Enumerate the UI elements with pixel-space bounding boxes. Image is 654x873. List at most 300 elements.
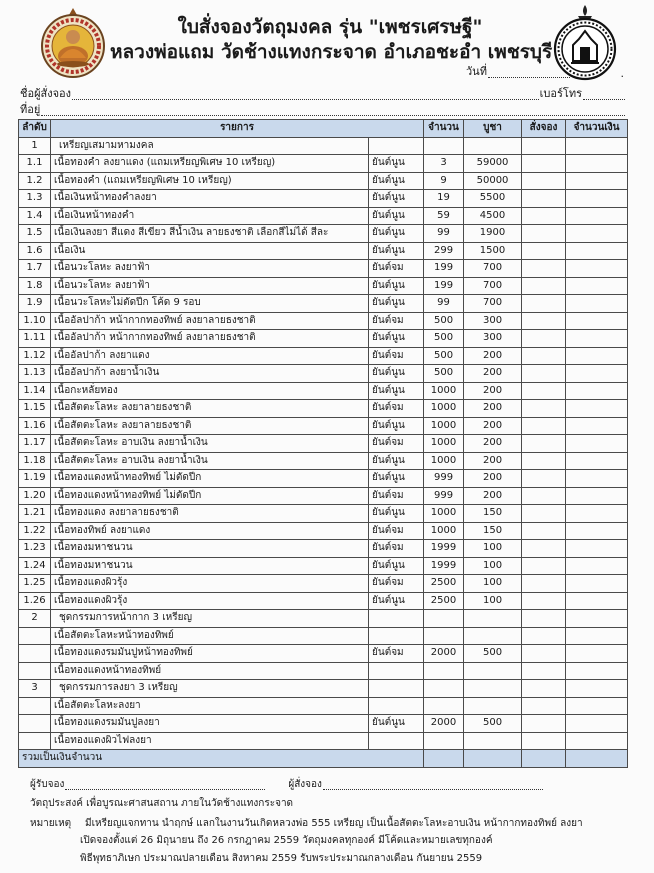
- cell-price: 200: [464, 487, 522, 505]
- cell-no: 1.12: [19, 347, 51, 365]
- cell-type: ยันต์นูน: [369, 452, 424, 470]
- cell-item-name: เนื้อทองทิพย์ ลงยาแดง: [51, 522, 369, 540]
- cell-order[interactable]: [522, 470, 566, 488]
- cell-no: 1.5: [19, 225, 51, 243]
- group-row: [19, 610, 628, 628]
- cell-no: [19, 715, 51, 733]
- cell-qty: [424, 610, 464, 628]
- table-header-row: [19, 120, 628, 138]
- cell-item-name: เนื้อทองมหาชนวน: [51, 557, 369, 575]
- table-row: [19, 190, 628, 208]
- cell-no: 1.19: [19, 470, 51, 488]
- cell-qty: 999: [424, 487, 464, 505]
- cell-type: ยันต์จม: [369, 575, 424, 593]
- cell-no: 1.25: [19, 575, 51, 593]
- cell-order[interactable]: [522, 487, 566, 505]
- cell-type: [369, 627, 424, 645]
- cell-amount[interactable]: [566, 365, 628, 383]
- cell-qty: 9: [424, 172, 464, 190]
- order-table: [18, 119, 628, 768]
- table-row: [19, 242, 628, 260]
- note-line-3: พิธีพุทธาภิเษก ประมาณปลายเดือน สิงหาคม 2559 รับพระประมาณกลางเดือน กันยายน 2559: [80, 853, 483, 864]
- cell-item-name: เนื้อสัตตะโลหะ อาบเงิน ลงยาน้ำเงิน: [51, 452, 369, 470]
- cell-qty: 500: [424, 330, 464, 348]
- cell-type: ยันต์จม: [369, 260, 424, 278]
- table-row: [19, 417, 628, 435]
- form-title: ใบสั่งจองวัตถุมงคล รุ่น "เพชรเศรษฐี": [177, 16, 483, 38]
- cell-no: [19, 697, 51, 715]
- cell-amount[interactable]: [566, 190, 628, 208]
- cell-amount[interactable]: [566, 627, 628, 645]
- cell-amount[interactable]: [566, 312, 628, 330]
- cell-type: ยันต์จม: [369, 312, 424, 330]
- cell-order[interactable]: [522, 627, 566, 645]
- temple-seal-logo: [38, 6, 108, 78]
- cell-amount[interactable]: [566, 277, 628, 295]
- cell-item-name: เนื้อทองแดงหน้าทองทิพย์: [51, 662, 369, 680]
- cell-price: [464, 732, 522, 750]
- cell-item-name: เนื้อนวะโลหะ ลงยาฟ้า: [51, 277, 369, 295]
- cell-amount[interactable]: [566, 172, 628, 190]
- cell-qty: 1999: [424, 557, 464, 575]
- cell-qty: 1000: [424, 522, 464, 540]
- cell-amount[interactable]: [566, 347, 628, 365]
- total-price-cell: [464, 750, 522, 768]
- cell-amount[interactable]: [566, 505, 628, 523]
- cell-price: [464, 697, 522, 715]
- date-line: [466, 62, 624, 80]
- cell-qty: [424, 680, 464, 698]
- table-row: [19, 715, 628, 733]
- cell-order[interactable]: [522, 592, 566, 610]
- cell-qty: 2000: [424, 715, 464, 733]
- cell-no: 1.23: [19, 540, 51, 558]
- cell-price: 700: [464, 260, 522, 278]
- group-row: [19, 137, 628, 155]
- cell-no: [19, 645, 51, 663]
- cell-amount[interactable]: [566, 557, 628, 575]
- cell-price: 200: [464, 435, 522, 453]
- cell-amount[interactable]: [566, 540, 628, 558]
- cell-no: 3: [19, 680, 51, 698]
- total-qty-cell: [424, 750, 464, 768]
- cell-no: 1.24: [19, 557, 51, 575]
- cell-order[interactable]: [522, 680, 566, 698]
- cell-amount[interactable]: [566, 417, 628, 435]
- cell-type: ยันต์จม: [369, 522, 424, 540]
- cell-qty: [424, 697, 464, 715]
- cell-qty: 1000: [424, 435, 464, 453]
- cell-no: 1.20: [19, 487, 51, 505]
- cell-item-name: เนื้อนวะโลหะ ลงยาฟ้า: [51, 260, 369, 278]
- cell-type: ยันต์จม: [369, 435, 424, 453]
- cell-order[interactable]: [522, 435, 566, 453]
- cell-price: 200: [464, 417, 522, 435]
- cell-type: ยันต์นูน: [369, 207, 424, 225]
- cell-amount[interactable]: [566, 330, 628, 348]
- cell-order[interactable]: [522, 155, 566, 173]
- table-row: [19, 522, 628, 540]
- cell-type: ยันต์จม: [369, 347, 424, 365]
- cell-item-name: เนื้อเงินลงยา สีแดง สีเขียว สีน้ำเงิน ลายธงชาติ เลือกสีไม่ได้ สีละ: [51, 225, 369, 243]
- cell-order[interactable]: [522, 540, 566, 558]
- cell-amount[interactable]: [566, 697, 628, 715]
- cell-amount[interactable]: [566, 155, 628, 173]
- column-header-no: ลำดับ: [19, 120, 51, 138]
- table-row: [19, 435, 628, 453]
- cell-order[interactable]: [522, 137, 566, 155]
- table-row: [19, 697, 628, 715]
- cell-amount[interactable]: [566, 522, 628, 540]
- cell-amount[interactable]: [566, 207, 628, 225]
- cell-amount[interactable]: [566, 295, 628, 313]
- cell-type: ยันต์นูน: [369, 470, 424, 488]
- table-row: [19, 312, 628, 330]
- cell-item-name: เนื้อทองคำ (แถมเหรียญพิเศษ 10 เหรียญ): [51, 172, 369, 190]
- cell-qty: 99: [424, 295, 464, 313]
- cell-type: ยันต์นูน: [369, 365, 424, 383]
- cell-item-name: เนื้อเงิน: [51, 242, 369, 260]
- cell-qty: 299: [424, 242, 464, 260]
- table-row: [19, 225, 628, 243]
- cell-type: [369, 680, 424, 698]
- table-row: [19, 382, 628, 400]
- cell-item-name: เนื้อเงินหน้าทองคำ: [51, 207, 369, 225]
- cell-amount[interactable]: [566, 242, 628, 260]
- cell-qty: 2000: [424, 645, 464, 663]
- cell-order[interactable]: [522, 400, 566, 418]
- cell-price: 150: [464, 522, 522, 540]
- table-row: [19, 295, 628, 313]
- cell-price: 200: [464, 452, 522, 470]
- signature-line: [30, 777, 590, 792]
- column-header-qty: จำนวน: [424, 120, 464, 138]
- cell-type: [369, 610, 424, 628]
- cell-item-name: เนื้อสัตตะโลหะ ลงยาลายธงชาติ: [51, 417, 369, 435]
- cell-qty: 3: [424, 155, 464, 173]
- cell-order[interactable]: [522, 242, 566, 260]
- cell-order[interactable]: [522, 732, 566, 750]
- customer-name-label: ชื่อผู้สั่งจอง: [20, 87, 72, 100]
- table-row: [19, 557, 628, 575]
- column-header-order: สั่งจอง: [522, 120, 566, 138]
- cell-type: ยันต์นูน: [369, 242, 424, 260]
- cell-qty: 500: [424, 347, 464, 365]
- note-label: หมายเหตุ: [30, 818, 72, 829]
- cell-price: 50000: [464, 172, 522, 190]
- cell-no: 1.10: [19, 312, 51, 330]
- table-row: [19, 470, 628, 488]
- address-field[interactable]: [41, 105, 625, 116]
- cell-qty: 1000: [424, 400, 464, 418]
- form-subtitle: หลวงพ่อแถม วัดช้างแทงกระจาด อำเภอชะอำ เพชรบุรี: [110, 41, 553, 63]
- cell-price: 200: [464, 365, 522, 383]
- cell-item-name: เนื้อสัตตะโลหะหน้าทองทิพย์: [51, 627, 369, 645]
- cell-no: 1.15: [19, 400, 51, 418]
- cell-order[interactable]: [522, 382, 566, 400]
- purpose-text: วัตถุประสงค์ เพื่อบูรณะศาสนสถาน ภายในวัดช้างแทงกระจาด: [30, 798, 294, 809]
- cell-type: [369, 732, 424, 750]
- cell-amount[interactable]: [566, 400, 628, 418]
- cell-item-name: เนื้อทองแดงหน้าทองทิพย์ ไม่ตัดปีก: [51, 487, 369, 505]
- cell-no: [19, 662, 51, 680]
- table-row: [19, 347, 628, 365]
- total-row: [19, 750, 628, 768]
- cell-no: 1.2: [19, 172, 51, 190]
- cell-order[interactable]: [522, 522, 566, 540]
- cell-item-name: เนื้ออัลปาก้า หน้ากากทองทิพย์ ลงยาลายธงชาติ: [51, 312, 369, 330]
- cell-no: 1.4: [19, 207, 51, 225]
- cell-no: 1.26: [19, 592, 51, 610]
- cell-item-name: เหรียญเสมามหามงคล: [51, 137, 369, 155]
- cell-type: [369, 697, 424, 715]
- cell-no: 1.22: [19, 522, 51, 540]
- table-row: [19, 365, 628, 383]
- cell-price: 700: [464, 277, 522, 295]
- cell-price: [464, 610, 522, 628]
- cell-item-name: เนื้อกะหลั่ยทอง: [51, 382, 369, 400]
- cell-order[interactable]: [522, 645, 566, 663]
- cell-amount[interactable]: [566, 435, 628, 453]
- cell-no: 1.11: [19, 330, 51, 348]
- cell-amount[interactable]: [566, 137, 628, 155]
- cell-type: ยันต์นูน: [369, 592, 424, 610]
- table-row: [19, 277, 628, 295]
- cell-qty: 999: [424, 470, 464, 488]
- cell-no: 1.14: [19, 382, 51, 400]
- cell-no: [19, 627, 51, 645]
- cell-item-name: เนื้อทองแดงผิวรุ้ง: [51, 592, 369, 610]
- cell-item-name: เนื้ออัลปาก้า ลงยาน้ำเงิน: [51, 365, 369, 383]
- cell-amount[interactable]: [566, 452, 628, 470]
- note-text-1: มีเหรียญแจกทาน นำฤกษ์ แลกในงานวันเกิดหลวงพ่อ 555 เหรียญ เป็นเนื้อสัตตะโลหะอาบเงิน หน้ากากทองทิพย์ ลงยา: [85, 818, 583, 829]
- cell-amount[interactable]: [566, 610, 628, 628]
- cell-item-name: เนื้อสัตตะโลหะ อาบเงิน ลงยาน้ำเงิน: [51, 435, 369, 453]
- phone-field[interactable]: [583, 89, 625, 100]
- cell-amount[interactable]: [566, 680, 628, 698]
- cell-item-name: เนื้ออัลปาก้า หน้ากากทองทิพย์ ลงยาลายธงชาติ: [51, 330, 369, 348]
- cell-price: [464, 627, 522, 645]
- cell-type: ยันต์นูน: [369, 505, 424, 523]
- cell-amount[interactable]: [566, 487, 628, 505]
- cell-order[interactable]: [522, 662, 566, 680]
- cell-no: 1.8: [19, 277, 51, 295]
- cell-order[interactable]: [522, 365, 566, 383]
- cell-qty: 19: [424, 190, 464, 208]
- note-line-2: เปิดจองตั้งแต่ 26 มิถุนายน ถึง 26 กรกฎาคม 2559 วัตถุมงคลทุกองค์ มีโค้ดและหมายเลขทุกองค์: [80, 835, 493, 846]
- table-row: [19, 260, 628, 278]
- cell-qty: [424, 732, 464, 750]
- cell-qty: [424, 662, 464, 680]
- cell-price: 300: [464, 312, 522, 330]
- cell-qty: 1999: [424, 540, 464, 558]
- cell-no: 1.13: [19, 365, 51, 383]
- cell-order[interactable]: [522, 312, 566, 330]
- cell-type: ยันต์นูน: [369, 190, 424, 208]
- cell-order[interactable]: [522, 610, 566, 628]
- cell-price: 200: [464, 382, 522, 400]
- cell-order[interactable]: [522, 225, 566, 243]
- cell-type: ยันต์นูน: [369, 277, 424, 295]
- date-label: วันที่: [466, 65, 487, 78]
- cell-item-name: เนื้อทองแดง ลงยาลายธงชาติ: [51, 505, 369, 523]
- cell-amount[interactable]: [566, 732, 628, 750]
- cell-no: 1.1: [19, 155, 51, 173]
- cell-type: ยันต์นูน: [369, 155, 424, 173]
- cell-no: 1.6: [19, 242, 51, 260]
- group-row: [19, 680, 628, 698]
- receiver-label: ผู้รับจอง: [30, 779, 65, 790]
- cell-order[interactable]: [522, 172, 566, 190]
- total-amount-cell[interactable]: [566, 750, 628, 768]
- table-row: [19, 452, 628, 470]
- orderer-label: ผู้สั่งจอง: [288, 779, 322, 790]
- cell-type: ยันต์นูน: [369, 382, 424, 400]
- cell-price: 200: [464, 400, 522, 418]
- cell-type: ยันต์นูน: [369, 225, 424, 243]
- cell-order[interactable]: [522, 505, 566, 523]
- cell-qty: 199: [424, 277, 464, 295]
- table-row: [19, 575, 628, 593]
- column-header-amount: จำนวนเงิน: [566, 120, 628, 138]
- customer-name-field[interactable]: [72, 89, 539, 100]
- cell-qty: 1000: [424, 382, 464, 400]
- cell-order[interactable]: [522, 295, 566, 313]
- cell-type: ยันต์นูน: [369, 330, 424, 348]
- cell-price: 200: [464, 347, 522, 365]
- cell-item-name: เนื้อทองแดงหน้าทองทิพย์ ไม่ตัดปีก: [51, 470, 369, 488]
- date-field[interactable]: [488, 67, 570, 78]
- cell-amount[interactable]: [566, 645, 628, 663]
- table-row: [19, 645, 628, 663]
- cell-order[interactable]: [522, 190, 566, 208]
- cell-price: 1900: [464, 225, 522, 243]
- cell-order[interactable]: [522, 207, 566, 225]
- cell-item-name: เนื้อทองมหาชนวน: [51, 540, 369, 558]
- cell-amount[interactable]: [566, 592, 628, 610]
- cell-price: 500: [464, 715, 522, 733]
- cell-amount[interactable]: [566, 470, 628, 488]
- cell-amount[interactable]: [566, 662, 628, 680]
- cell-price: 700: [464, 295, 522, 313]
- cell-price: [464, 662, 522, 680]
- cell-price: 150: [464, 505, 522, 523]
- cell-type: ยันต์นูน: [369, 417, 424, 435]
- cell-qty: 1000: [424, 452, 464, 470]
- cell-order[interactable]: [522, 575, 566, 593]
- cell-order[interactable]: [522, 330, 566, 348]
- cell-order[interactable]: [522, 277, 566, 295]
- table-row: [19, 662, 628, 680]
- cell-item-name: เนื้อทองแดงรมมันปูหน้าทองทิพย์: [51, 645, 369, 663]
- note-line-1: [30, 816, 630, 831]
- cell-no: 1.17: [19, 435, 51, 453]
- table-row: [19, 155, 628, 173]
- cell-item-name: เนื้อเงินหน้าทองคำลงยา: [51, 190, 369, 208]
- cell-order[interactable]: [522, 260, 566, 278]
- cell-amount[interactable]: [566, 575, 628, 593]
- cell-item-name: ชุดกรรมการหน้ากาก 3 เหรียญ: [51, 610, 369, 628]
- cell-no: 1.21: [19, 505, 51, 523]
- cell-type: ยันต์จม: [369, 400, 424, 418]
- cell-no: 2: [19, 610, 51, 628]
- table-row: [19, 592, 628, 610]
- cell-amount[interactable]: [566, 260, 628, 278]
- cell-price: 100: [464, 540, 522, 558]
- column-header-item: รายการ: [51, 120, 424, 138]
- cell-price: 100: [464, 575, 522, 593]
- cell-type: ยันต์นูน: [369, 295, 424, 313]
- cell-order[interactable]: [522, 347, 566, 365]
- cell-item-name: เนื้อทองแดงผิวไฟลงยา: [51, 732, 369, 750]
- cell-qty: 59: [424, 207, 464, 225]
- address-label: ที่อยู่: [20, 103, 41, 116]
- cell-no: 1.9: [19, 295, 51, 313]
- cell-no: [19, 732, 51, 750]
- cell-qty: 2500: [424, 575, 464, 593]
- cell-order[interactable]: [522, 697, 566, 715]
- cell-item-name: เนื้อทองคำ ลงยาแดง (แถมเหรียญพิเศษ 10 เหรียญ): [51, 155, 369, 173]
- table-row: [19, 487, 628, 505]
- cell-type: ยันต์จม: [369, 487, 424, 505]
- cell-qty: 99: [424, 225, 464, 243]
- cell-price: 100: [464, 592, 522, 610]
- cell-type: [369, 137, 424, 155]
- cell-no: 1.7: [19, 260, 51, 278]
- column-header-price: บูชา: [464, 120, 522, 138]
- cell-price: 5500: [464, 190, 522, 208]
- cell-no: 1.3: [19, 190, 51, 208]
- cell-amount[interactable]: [566, 382, 628, 400]
- cell-price: 4500: [464, 207, 522, 225]
- cell-order[interactable]: [522, 452, 566, 470]
- orderer-field[interactable]: [323, 779, 543, 790]
- cell-item-name: เนื้ออัลปาก้า ลงยาแดง: [51, 347, 369, 365]
- cell-price: [464, 137, 522, 155]
- cell-order[interactable]: [522, 715, 566, 733]
- cell-price: 300: [464, 330, 522, 348]
- cell-item-name: เนื้อนวะโลหะไม่ตัดปีก โค้ด 9 รอบ: [51, 295, 369, 313]
- cell-type: [369, 662, 424, 680]
- table-row: [19, 207, 628, 225]
- cell-qty: 1000: [424, 505, 464, 523]
- cell-price: 200: [464, 470, 522, 488]
- cell-price: 1500: [464, 242, 522, 260]
- table-row: [19, 172, 628, 190]
- cell-type: ยันต์จม: [369, 645, 424, 663]
- cell-qty: 1000: [424, 417, 464, 435]
- table-row: [19, 627, 628, 645]
- cell-amount[interactable]: [566, 225, 628, 243]
- total-order-cell[interactable]: [522, 750, 566, 768]
- cell-type: ยันต์นูน: [369, 172, 424, 190]
- cell-qty: [424, 137, 464, 155]
- table-row: [19, 732, 628, 750]
- date-end-mark: .: [620, 67, 624, 80]
- cell-item-name: เนื้อทองแดงรมมันปูลงยา: [51, 715, 369, 733]
- cell-price: 100: [464, 557, 522, 575]
- cell-item-name: ชุดกรรมการลงยา 3 เหรียญ: [51, 680, 369, 698]
- cell-no: 1: [19, 137, 51, 155]
- cell-order[interactable]: [522, 417, 566, 435]
- total-label: รวมเป็นเงินจำนวน: [19, 750, 424, 768]
- cell-price: 59000: [464, 155, 522, 173]
- receiver-field[interactable]: [65, 779, 265, 790]
- address-line: [20, 100, 626, 118]
- cell-amount[interactable]: [566, 715, 628, 733]
- cell-order[interactable]: [522, 557, 566, 575]
- cell-no: 1.16: [19, 417, 51, 435]
